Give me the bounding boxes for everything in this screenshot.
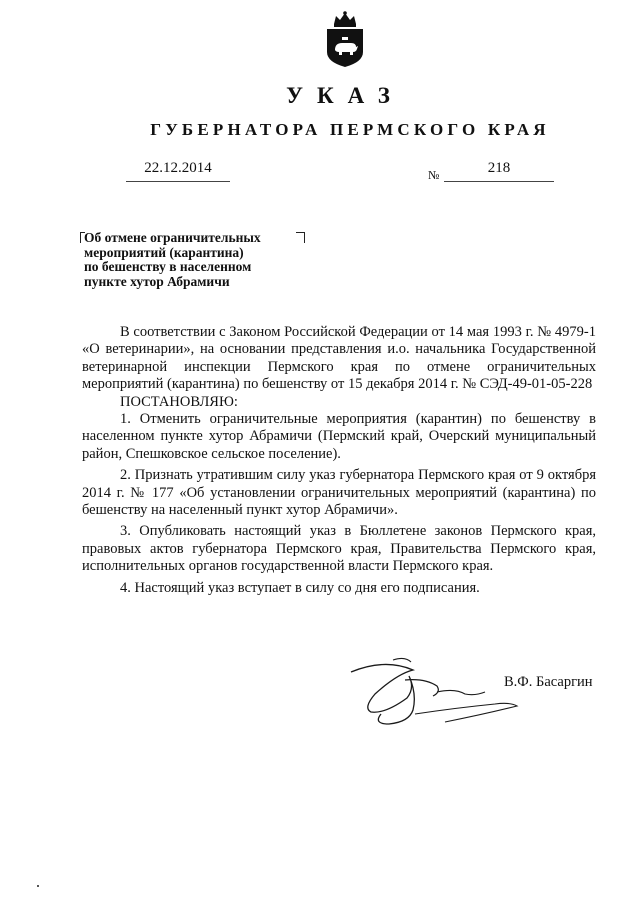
- issuer-title: ГУБЕРНАТОРА ПЕРМСКОГО КРАЯ: [150, 120, 550, 139]
- decree-date: 22.12.2014: [126, 160, 230, 182]
- preamble: В соответствии с Законом Российской Федерации от 14 мая 1993 г. № 4979-1 «О ветеринарии», на основании представления и.о. начальника Государственной ветеринарной инспекции Пермского края по отмене ограничительных мероприятий (карантина) по бешенству от 15 декабря 2014 г. № СЭД-49-01-05-228: [82, 324, 596, 393]
- number-sign: №: [428, 168, 440, 182]
- heading-line: мероприятий (карантина): [84, 244, 244, 260]
- point-2: 2. Признать утратившим силу указ губернатора Пермского края от 9 октября 2014 г. № 177 «Об установлении ограничительных мероприятий (карантина) по бешенству на населенный пункт хутор Абрамичи».: [82, 467, 596, 519]
- point-3: 3. Опубликовать настоящий указ в Бюллетене законов Пермского края, правовых актов губернатора Пермского края, Правительства Пермского края, исполнительных органов государственной власти Пермского края.: [82, 523, 596, 575]
- decree-number: 218: [444, 160, 554, 182]
- point-4: 4. Настоящий указ вступает в силу со дня его подписания.: [120, 579, 480, 596]
- heading-line: Об отмене ограничительных: [84, 230, 261, 245]
- decree-word: ПОСТАНОВЛЯЮ:: [120, 393, 238, 410]
- decree-heading: [84, 231, 304, 289]
- signature-icon: [345, 652, 525, 730]
- heading-line: пункте хутор Абрамичи: [84, 273, 230, 289]
- signer-name: В.Ф. Басаргин: [504, 674, 593, 690]
- document-type: УКАЗ: [286, 83, 404, 108]
- decree-body: [82, 324, 596, 597]
- point-1: 1. Отменить ограничительные мероприятия (карантин) по бешенству в населенном пункте хутор Абрамичи (Пермский край, Очерский муниципальный район, Спешковское сельское поселение).: [82, 411, 596, 462]
- coat-of-arms-icon: [322, 10, 368, 68]
- scan-speck: [37, 885, 39, 887]
- heading-line: по бешенству в населенном: [84, 259, 252, 274]
